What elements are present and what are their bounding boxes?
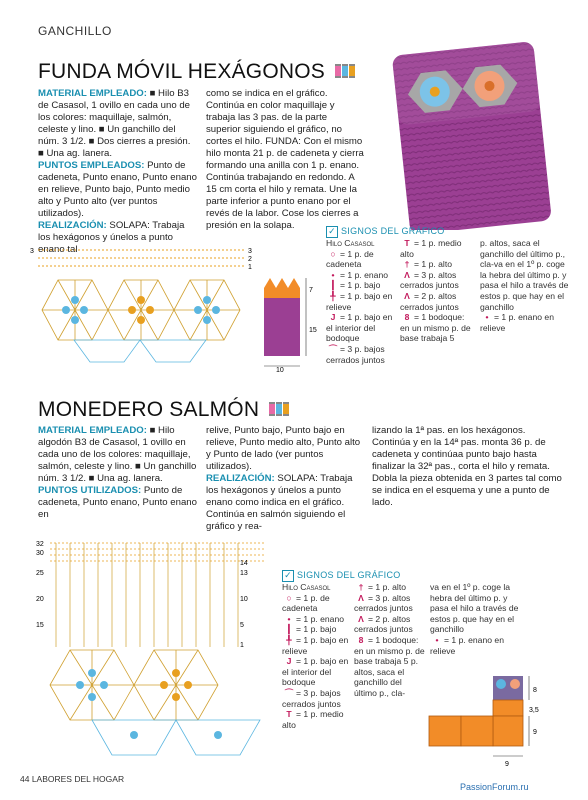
spool-icons [335, 60, 356, 84]
row-label: 1 [240, 642, 244, 649]
article1-signs-col3: p. altos, saca el ganchillo del último p., cla-va en el 1º p. coge la hebra del último p. y pasa el hilo a través de estos p. que hay en el ganchillo • = 1 p. enano en relieve [480, 238, 569, 333]
row-label: 15 [36, 622, 44, 629]
article2-col2: relive, Punto bajo, Punto bajo en relieve, Punto medio alto, Punto alto y Punto de lado (ver puntos utilizados). REALIZACIÓN: SOLAPA: Trabaja los hexágonos y únelos a punto enano como indica en el gráfico. Continúa en salmón siguiendo el gráfico y rea- [206, 425, 361, 532]
svg-text:9: 9 [505, 761, 509, 768]
svg-text:10: 10 [276, 367, 284, 372]
article2-title-text: MONEDERO SALMÓN [38, 398, 260, 421]
article1-col2-text: como se indica en el gráfico. Continúa en color maquillaje y trabaja las 3 pas. de la parte superior siguiendo el gráfico, no cortes el hilo. FUNDA: Con el mismo hilo monta 21 p. de cadeneta y cierra formando una anilla con 1 p. enano. Continúa trabajando en redondo. A 15 cm corta el hilo y remata. Une la parte inferior a punto enano por el revés de la labor. Cose los cierres a presión en la solapa. [206, 88, 364, 231]
check-icon: ✓ [326, 226, 338, 238]
svg-text:7: 7 [309, 287, 313, 294]
row-label: 1 [248, 264, 252, 271]
row-label: 5 [240, 622, 244, 629]
check-icon: ✓ [282, 570, 294, 582]
article1-col1: MATERIAL EMPLEADO: ■ Hilo B3 de Casasol, 1 ovillo en cada uno de los colores: maquillaje, salmón, celeste y lino. ■ Un ganchillo del núm. 3 1/2. ■ Dos cierres a presión. ■ Una ag. lanera. PUNTOS EMPLEADOS: Punto de cadeneta, Punto enano, Punto enano en relieve, Punto bajo, Punto medio alto y Punto alto (ver puntos utilizados). REALIZACIÓN: SOLAPA: Trabaja los hexágonos y únelos a punto enano tal [38, 88, 197, 255]
article2-signs: ✓ SIGNOS DEL GRÁFICO [282, 570, 572, 582]
article1-title-text: FUNDA MÓVIL HEXÁGONOS [38, 60, 325, 83]
row-label: 20 [36, 596, 44, 603]
hexagon-chart-1 [30, 240, 254, 375]
watermark: PassionForum.ru [460, 782, 529, 792]
svg-text:15: 15 [309, 327, 317, 334]
article1-signs: ✓ SIGNOS DEL GRÁFICO [326, 226, 571, 238]
phone-case-photo [372, 30, 572, 230]
section-label: GANCHILLO [38, 24, 112, 38]
article2-col3: lizando la 1ª pas. en los hexágonos. Continúa y en la 14ª pas. monta 36 p. de cadeneta y continúaa punto bajo hasta finalizar la 32ª pas., corta el hilo y remata. Dobla la pieza obtenida en 3 partes tal como se indica en el esquema y une a punto de lado. [372, 425, 562, 508]
svg-text:9: 9 [533, 729, 537, 736]
article1-signs-col1: Hilo Casasol ○ = 1 p. de cadeneta • = 1 p. enano ┃ = 1 p. bajo ╀ = 1 p. bajo en relieve J = 1 p. bajo en el interior del bodoque ⌒ = 3 p. bajos cerrados juntos [326, 238, 393, 365]
svg-text:3,5: 3,5 [529, 707, 539, 714]
row-label: 2 [248, 256, 252, 263]
article2-signs-col3: va en el 1º p. coge la hebra del último p. y pasa el hilo a través de estos p. que hay en el ganchillo • = 1 p. enano en relieve [430, 582, 519, 656]
hexagon-chart-2 [36, 535, 266, 767]
purse-schematic [425, 672, 565, 772]
row-label: 10 [240, 596, 248, 603]
article1-title [38, 60, 356, 84]
row-label: 30 [36, 550, 44, 557]
row-label: 32 [36, 541, 44, 548]
article1-col2 [206, 88, 364, 232]
svg-text:8: 8 [533, 687, 537, 694]
article2-signs-col1: Hilo Casasol ○ = 1 p. de cadeneta • = 1 p. enano ┃ = 1 p. bajo ╀ = 1 p. bajo en relieve J = 1 p. bajo en el interior del bodoque ⌒ = 3 p. bajos cerrados juntos T = 1 p. medio alto [282, 582, 349, 730]
row-label: 14 [240, 560, 248, 567]
row-label: 13 [240, 570, 248, 577]
spool-icons [269, 398, 290, 422]
article2-signs-col2: † = 1 p. alto Λ = 3 p. altos cerrados juntos Λ = 2 p. altos cerrados juntos 8 = 1 bodoque: en un mismo p. de base trabaja 5 p. altos, saca el ganchillo del último p., cla- [354, 582, 425, 698]
article2-col1: MATERIAL EMPLEADO: ■ Hilo algodón B3 de Casasol, 1 ovillo en cada uno de los colores: maquillaje, salmón, celeste y lino. ■ Un ganchillo núm. 3 1/2. ■ Una ag. lanera. PUNTOS UTILIZADOS: Punto de cadeneta, Punto enano, Punto enano en [38, 425, 197, 520]
page-footer: 44 LABORES DEL HOGAR [20, 774, 125, 784]
row-label: 3 [30, 248, 34, 255]
row-label: 3 [248, 248, 252, 255]
article2-title [38, 398, 290, 422]
row-label: 25 [36, 570, 44, 577]
article1-signs-col2: T = 1 p. medio alto † = 1 p. alto Λ = 3 p. altos cerrados juntos Λ = 2 p. altos cerrados juntos 8 = 1 bodoque: en un mismo p. de base trabaja 5 [400, 238, 471, 344]
case-schematic [262, 276, 322, 372]
